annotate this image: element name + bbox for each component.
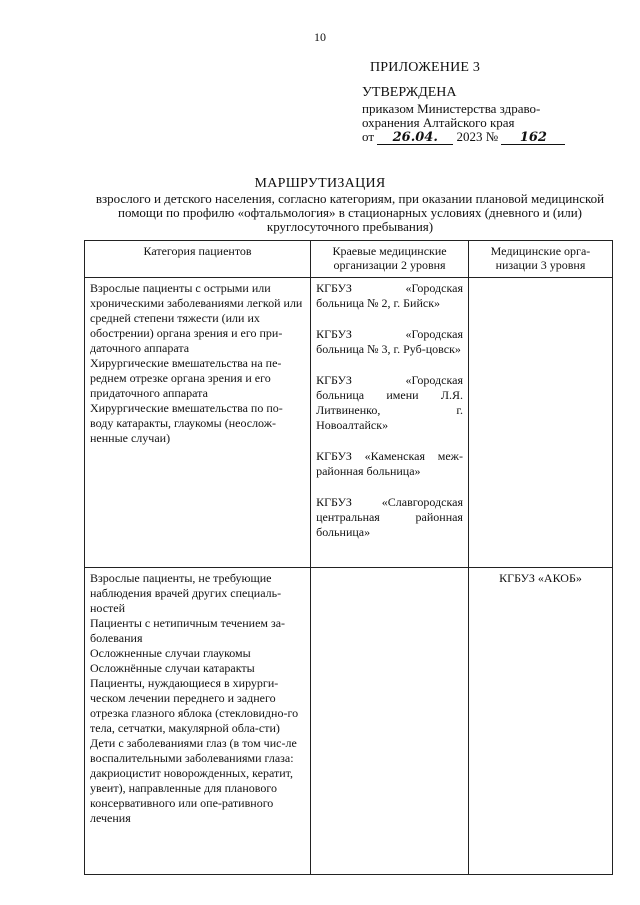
page-number: 10	[314, 30, 326, 44]
organization-item: КГБУЗ «Славгородская центральная районная больница»	[316, 495, 463, 539]
category-item: Осложненные случаи глаукомы	[90, 646, 251, 660]
handwritten-date: 26.04.	[377, 132, 453, 145]
approval-line-2: охранения Алтайского края	[362, 115, 515, 130]
level3-cell	[468, 278, 612, 568]
category-item: Дети с заболеваниями глаз (в том чис-ле воспалительными заболеваниями глаза: дакриоцистит новорожденных, кератит, увеит), направленные для планового консервативного или опе-ративного лечения	[90, 736, 297, 825]
level2-cell	[311, 568, 469, 875]
from-label: от	[362, 129, 375, 144]
approval-block	[362, 86, 565, 145]
header-category: Категория пациентов	[85, 241, 311, 278]
level2-cell	[311, 278, 469, 568]
category-item: Взрослые пациенты, не требующие наблюдения врачей других специаль-ностей	[90, 571, 282, 615]
organization-item: КГБУЗ «Городская больница № 2, г. Бийск»	[316, 281, 463, 310]
category-item: Осложнённые случаи катаракты	[90, 661, 255, 675]
header-level3: Медицинские орга-низации 3 уровня	[468, 241, 612, 278]
document-subtitle: взрослого и детского населения, согласно категориям, при оказании плановой медицинской помощи по профилю «офтальмология» в стационарных условиях (дневного и (или) круглосуточного пребывания)	[95, 191, 605, 234]
category-cell	[85, 568, 311, 875]
organization-item: КГБУЗ «Городская больница № 3, г. Руб-цовск»	[316, 327, 463, 356]
organization-item: КГБУЗ «Каменская меж-районная больница»	[316, 449, 463, 478]
approval-date-line	[362, 130, 565, 145]
number-label: №	[485, 129, 499, 144]
table-header-row	[85, 241, 613, 278]
table-row	[85, 568, 613, 875]
approved-label: УТВЕРЖДЕНА	[362, 85, 457, 100]
level3-cell	[468, 568, 612, 875]
organization-item: КГБУЗ «Городская больница имени Л.Я. Литвиненко, г. Новоалтайск»	[316, 373, 463, 432]
annex-title: ПРИЛОЖЕНИЕ 3	[370, 60, 481, 75]
handwritten-number: 162	[501, 132, 565, 145]
category-item: Пациенты, нуждающиеся в хирурги-ческом лечении переднего и заднего отрезка глазного яблока (стекловидно-го тела, сетчатки, макулярной обла-сти)	[90, 676, 299, 735]
table-row	[85, 278, 613, 568]
approval-line-1: приказом Министерства здраво-	[362, 101, 541, 116]
header-level2: Краевые медицинские организации 2 уровня	[311, 241, 469, 278]
category-item: Хирургические вмешательства по по-воду катаракты, глаукомы (неослож-ненные случаи)	[90, 401, 283, 445]
category-item: Пациенты с нетипичным течением за-болевания	[90, 616, 286, 645]
category-cell	[85, 278, 311, 568]
category-item: Взрослые пациенты с острыми или хроническими заболеваниями легкой или средней степени тяжести (или их обострении) органа зрения и его при-даточного аппарата	[90, 281, 303, 355]
organization-item: КГБУЗ «АКОБ»	[499, 571, 582, 585]
document-title: МАРШРУТИЗАЦИЯ	[254, 176, 386, 191]
approval-year: 2023	[456, 129, 483, 144]
routing-table	[84, 240, 613, 875]
category-item: Хирургические вмешательства на пе-реднем отрезке органа зрения и его придаточного аппарата	[90, 356, 282, 400]
